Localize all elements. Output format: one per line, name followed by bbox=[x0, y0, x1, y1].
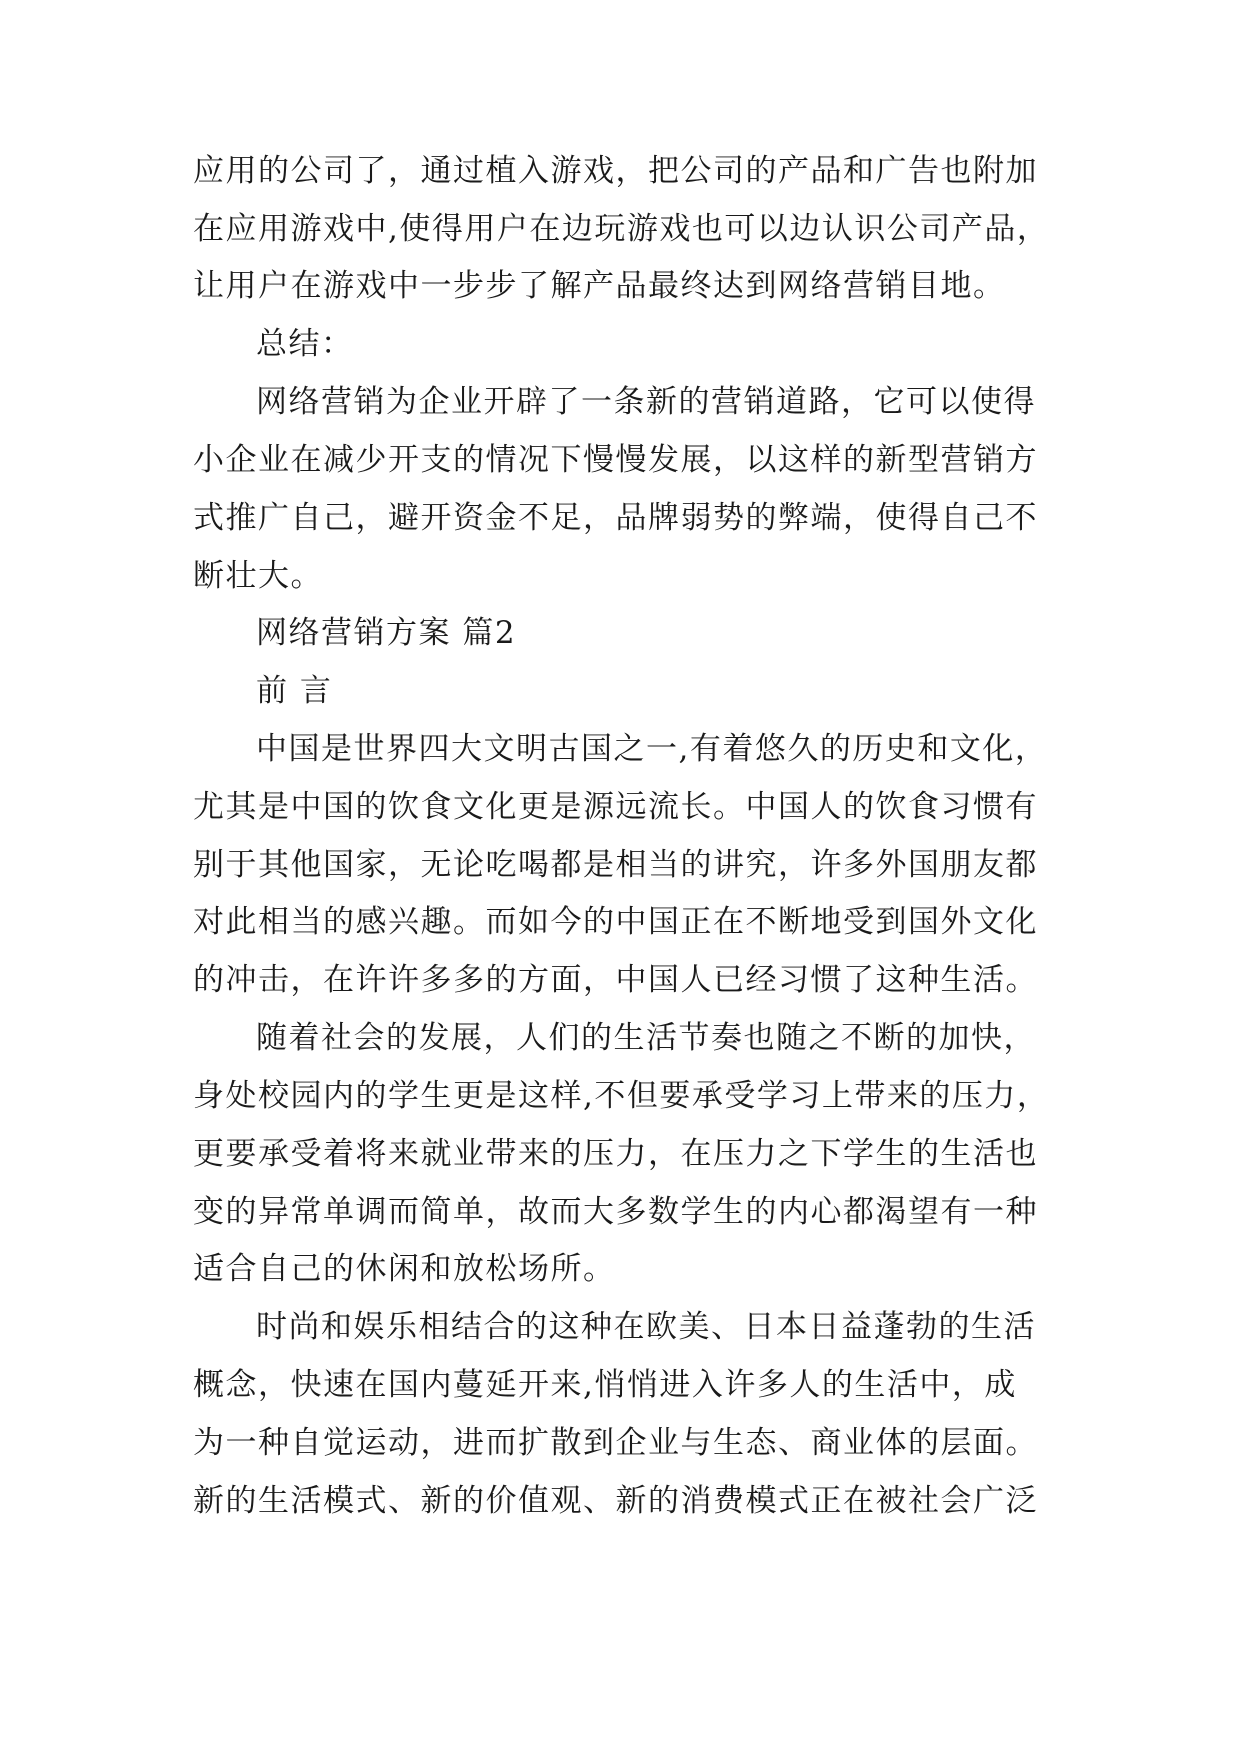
paragraph-line: 的冲击，在许许多多的方面，中国人已经习惯了这种生活。 bbox=[193, 962, 1038, 998]
paragraph-line: 更要承受着将来就业带来的压力，在压力之下学生的生活也 bbox=[193, 1136, 1038, 1172]
paragraph-line: 在应用游戏中,使得用户在边玩游戏也可以边认识公司产品， bbox=[193, 211, 1050, 247]
paragraph-line: 概念，快速在国内蔓延开来,悄悄进入许多人的生活中，成 bbox=[193, 1367, 1017, 1403]
paragraph-line: 网络营销为企业开辟了一条新的营销道路，它可以使得 bbox=[256, 384, 1036, 420]
paragraph-line: 新的生活模式、新的价值观、新的消费模式正在被社会广泛 bbox=[193, 1483, 1038, 1519]
paragraph-line: 身处校园内的学生更是这样,不但要承受学习上带来的压力， bbox=[193, 1078, 1050, 1114]
paragraph-line: 式推广自己，避开资金不足，品牌弱势的弊端，使得自己不 bbox=[193, 500, 1038, 536]
paragraph-line: 对此相当的感兴趣。而如今的中国正在不断地受到国外文化 bbox=[193, 904, 1038, 940]
paragraph-line: 让用户在游戏中一步步了解产品最终达到网络营销目地。 bbox=[193, 268, 1006, 304]
paragraph-line: 断壮大。 bbox=[193, 558, 323, 594]
paragraph-line: 变的异常单调而简单，故而大多数学生的内心都渴望有一种 bbox=[193, 1194, 1038, 1230]
paragraph-line: 适合自己的休闲和放松场所。 bbox=[193, 1251, 616, 1287]
paragraph-line: 中国是世界四大文明古国之一,有着悠久的历史和文化， bbox=[256, 731, 1048, 767]
paragraph-line: 别于其他国家，无论吃喝都是相当的讲究，许多外国朋友都 bbox=[193, 847, 1038, 883]
section-heading: 前 言 bbox=[256, 673, 333, 709]
section-heading: 总结： bbox=[256, 326, 354, 362]
paragraph-line: 为一种自觉运动，进而扩散到企业与生态、商业体的层面。 bbox=[193, 1425, 1038, 1461]
paragraph-line: 时尚和娱乐相结合的这种在欧美、日本日益蓬勃的生活 bbox=[256, 1309, 1036, 1345]
paragraph-line: 应用的公司了，通过植入游戏，把公司的产品和广告也附加 bbox=[193, 153, 1038, 189]
paragraph-line: 小企业在减少开支的情况下慢慢发展，以这样的新型营销方 bbox=[193, 442, 1038, 478]
paragraph-line: 随着社会的发展，人们的生活节奏也随之不断的加快， bbox=[256, 1020, 1036, 1056]
section-title: 网络营销方案 篇2 bbox=[256, 615, 517, 651]
paragraph-line: 尤其是中国的饮食文化更是源远流长。中国人的饮食习惯有 bbox=[193, 789, 1038, 825]
